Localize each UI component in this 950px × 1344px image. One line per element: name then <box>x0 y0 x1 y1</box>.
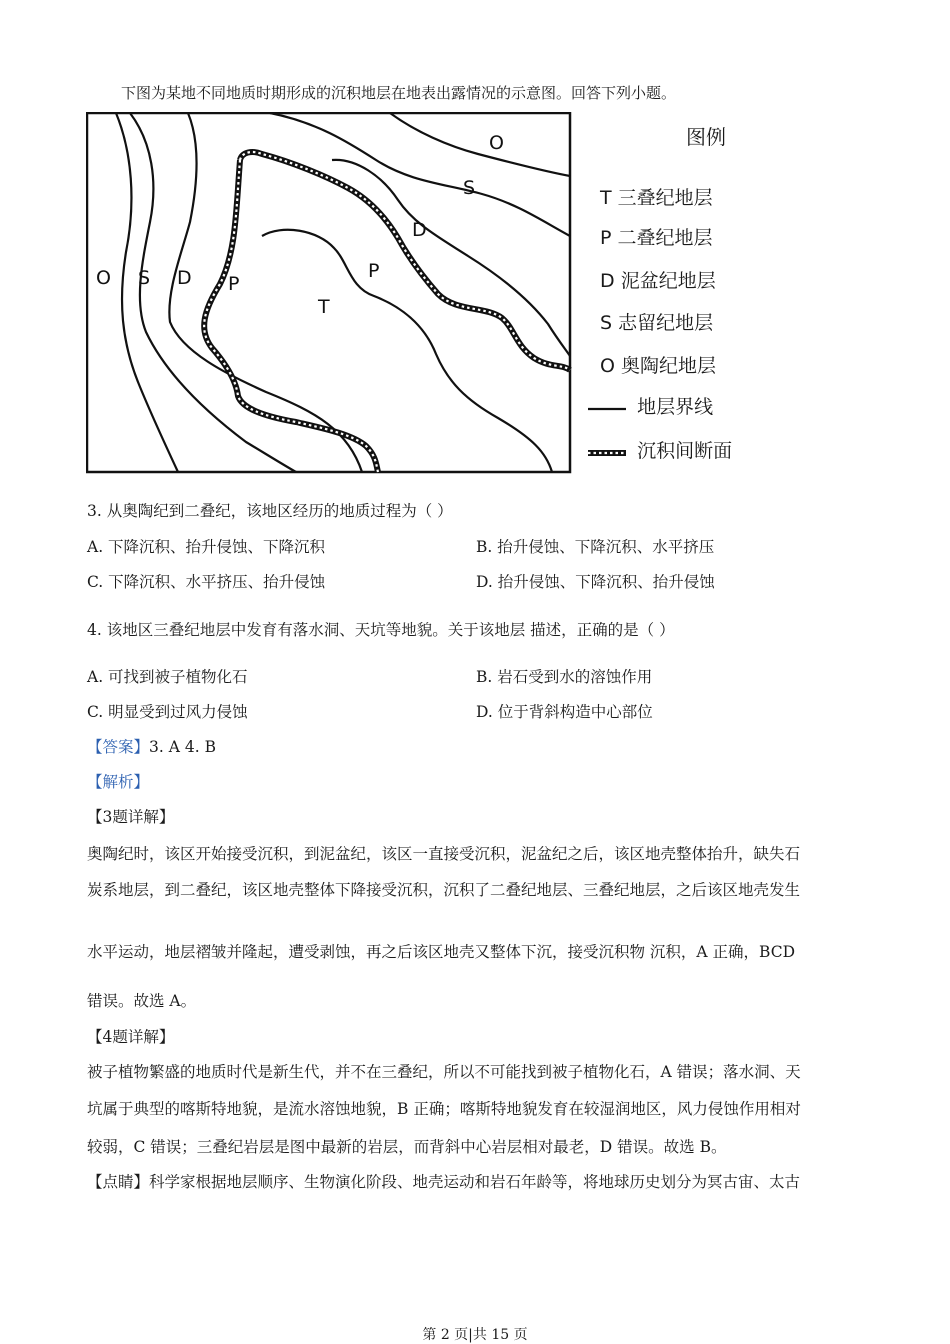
analysis-tag: 【解析】 <box>87 773 150 791</box>
boundary-line-swatch-icon <box>588 399 628 419</box>
answer-text: 3. A 4. B <box>149 738 216 756</box>
q4-option-c: C. 明显受到过风力侵蚀 <box>87 703 248 721</box>
answer-line <box>87 735 216 757</box>
legend-item-o: O 奥陶纪地层 <box>600 355 717 377</box>
label-d-left: D <box>177 267 192 289</box>
q3-detail-line1: 奥陶纪时，该区开始接受沉积，到泥盆纪，该区一直接受沉积，泥盆纪之后，该区地壳整体抬升，缺失石 <box>87 845 801 863</box>
tip-tag: 【点睛】 <box>87 1173 150 1191</box>
label-p-right: P <box>368 260 380 282</box>
q3-detail-line3: 水平运动，地层褶皱并隆起，遭受剥蚀，再之后该区地壳又整体下沉，接受沉积物 沉积，A 正确，BCD <box>87 943 796 961</box>
geologic-map <box>86 112 572 474</box>
unconformity-swatch-icon <box>588 443 628 463</box>
legend-boundary: 地层界线 <box>588 392 713 419</box>
legend-title: 图例 <box>686 125 726 149</box>
q3-option-a: A. 下降沉积、抬升侵蚀、下降沉积 <box>87 538 326 556</box>
q3-detail-line2: 炭系地层，到二叠纪，该区地壳整体下降接受沉积，沉积了二叠纪地层、三叠纪地层，之后该区地壳发生 <box>87 881 801 899</box>
q3-option-d: D. 抬升侵蚀、下降沉积、抬升侵蚀 <box>476 573 715 591</box>
tip-text: 科学家根据地层顺序、生物演化阶段、地壳运动和岩石年龄等，将地球历史划分为冥古宙、太古 <box>149 1173 801 1191</box>
q4-detail-line1: 被子植物繁盛的地质时代是新生代，并不在三叠纪，所以不可能找到被子植物化石，A 错误；落水洞、天 <box>87 1063 801 1081</box>
label-t-center: T <box>318 296 330 318</box>
q3-stem: 3. 从奥陶纪到二叠纪，该地区经历的地质过程为（ ） <box>87 502 453 520</box>
label-s-right: S <box>463 177 476 199</box>
label-p-left: P <box>228 273 240 295</box>
q4-option-a: A. 可找到被子植物化石 <box>87 668 248 686</box>
q4-stem: 4. 该地区三叠纪地层中发育有落水洞、天坑等地貌。关于该地层 描述，正确的是（ ） <box>87 621 675 639</box>
legend-item-p: P 二叠纪地层 <box>600 227 713 249</box>
geologic-map-figure <box>86 112 572 474</box>
answer-tag: 【答案】 <box>87 738 150 756</box>
tip-line <box>87 1170 800 1192</box>
legend-item-d: D 泥盆纪地层 <box>600 270 716 292</box>
intro-text: 下图为某地不同地质时期形成的沉积地层在地表出露情况的示意图。回答下列小题。 <box>121 84 677 102</box>
page-footer: 第 2 页|共 15 页 <box>422 1327 528 1343</box>
legend-item-s: S 志留纪地层 <box>600 312 714 334</box>
q3-detail-line4: 错误。故选 A。 <box>87 992 197 1010</box>
q4-detail-line2: 坑属于典型的喀斯特地貌，是流水溶蚀地貌，B 正确；喀斯特地貌发育在较湿润地区，风力侵蚀作用相对 <box>87 1100 801 1118</box>
label-o-right: O <box>489 132 504 154</box>
label-d-right: D <box>412 219 427 241</box>
label-s-left: S <box>138 267 151 289</box>
q3-option-b: B. 抬升侵蚀、下降沉积、水平挤压 <box>476 538 715 556</box>
q4-detail-line3: 较弱，C 错误；三叠纪岩层是图中最新的岩层，而背斜中心岩层相对最老，D 错误。故选 B。 <box>87 1138 727 1156</box>
q4-option-d: D. 位于背斜构造中心部位 <box>476 703 653 721</box>
q3-detail-heading: 【3题详解】 <box>87 808 175 826</box>
legend-unconformity: 沉积间断面 <box>588 436 732 463</box>
legend-item-t: T 三叠纪地层 <box>600 187 713 209</box>
label-o-left: O <box>96 267 111 289</box>
q3-option-c: C. 下降沉积、水平挤压、抬升侵蚀 <box>87 573 326 591</box>
q4-detail-heading: 【4题详解】 <box>87 1028 175 1046</box>
q4-option-b: B. 岩石受到水的溶蚀作用 <box>476 668 653 686</box>
